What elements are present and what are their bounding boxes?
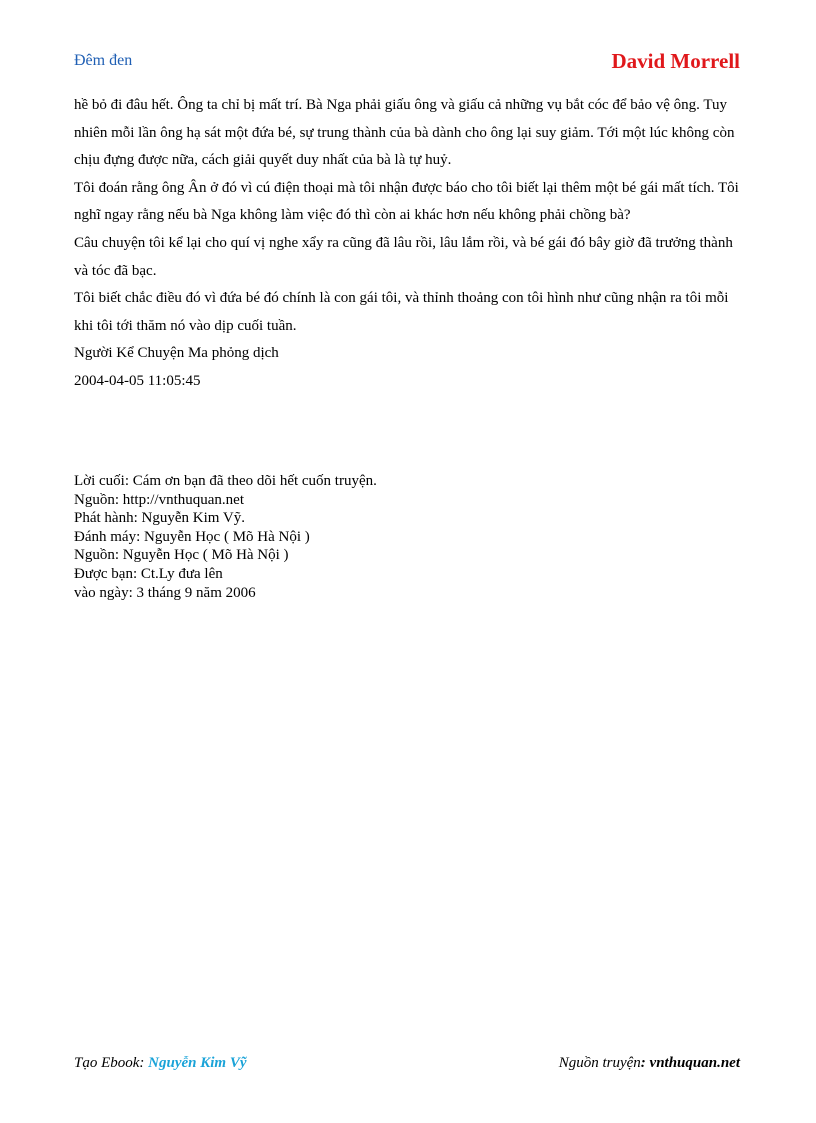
ebook-creator: Nguyễn Kim Vỹ [148, 1055, 247, 1071]
source-credit [559, 1055, 740, 1072]
separator: : [139, 1055, 149, 1071]
story-text [74, 92, 744, 396]
credit-line: Được bạn: Ct.Ly đưa lên [74, 565, 223, 582]
credit-line: Nguồn: Nguyễn Học ( Mõ Hà Nội ) [74, 547, 289, 564]
credit-line: Lời cuối: Cám ơn bạn đã theo dõi hết cuốn truyện. [74, 473, 377, 489]
ebook-credit [74, 1055, 247, 1072]
credit-line: Nguồn: http://vnthuquan.net [74, 491, 244, 508]
source-site: vnthuquan.net [649, 1055, 740, 1071]
source-label: Nguồn truyện [558, 1055, 641, 1071]
author-name: David Morrell [611, 49, 740, 73]
paragraph: Câu chuyện tôi kể lại cho quí vị nghe xẩy ra cũng đã lâu rồi, lâu lắm rồi, và bé gái đó bây giờ đã trưởng thành và tóc đã bạc. [74, 234, 733, 279]
paragraph: hề bỏ đi đâu hết. Ông ta chỉ bị mất trí. Bà Nga phải giấu ông và giấu cả những vụ bắt cóc để bảo vệ ông. Tuy nhiên mỗi lần ông hạ sát một đứa bé, sự trung thành của bà dành cho ông lại suy giảm. Tới một lúc không còn chịu đựng được nữa, cách giải quyết duy nhất của bà là tự huỷ. [74, 97, 735, 169]
post-timestamp: 2004-04-05 11:05:45 [74, 372, 201, 389]
paragraph: Tôi biết chắc điều đó vì đứa bé đó chính là con gái tôi, và thỉnh thoảng con tôi hình như cũng nhận ra tôi mỗi khi tôi tới thăm nó vào dịp cuối tuần. [74, 290, 729, 334]
credit-line: Phát hành: Nguyễn Kim Vỹ. [74, 510, 245, 527]
ebook-label: Tạo Ebook [74, 1055, 140, 1071]
paragraph: Tôi đoán rằng ông Ân ở đó vì cú điện thoại mà tôi nhận được báo cho tôi biết lại thêm một bé gái mất tích. Tôi nghĩ ngay rằng nếu bà Nga không làm việc đó thì còn ai khác hơn nếu không phải chồng bà? [74, 179, 739, 224]
credit-line: Đánh máy: Nguyễn Học ( Mõ Hà Nội ) [74, 528, 310, 545]
credit-line: vào ngày: 3 tháng 9 năm 2006 [74, 584, 256, 601]
translator-credit: Người Kể Chuyện Ma phỏng dịch [74, 345, 279, 362]
book-title: Đêm đen [74, 52, 133, 69]
credits-block [74, 472, 674, 602]
separator: : [640, 1055, 650, 1071]
